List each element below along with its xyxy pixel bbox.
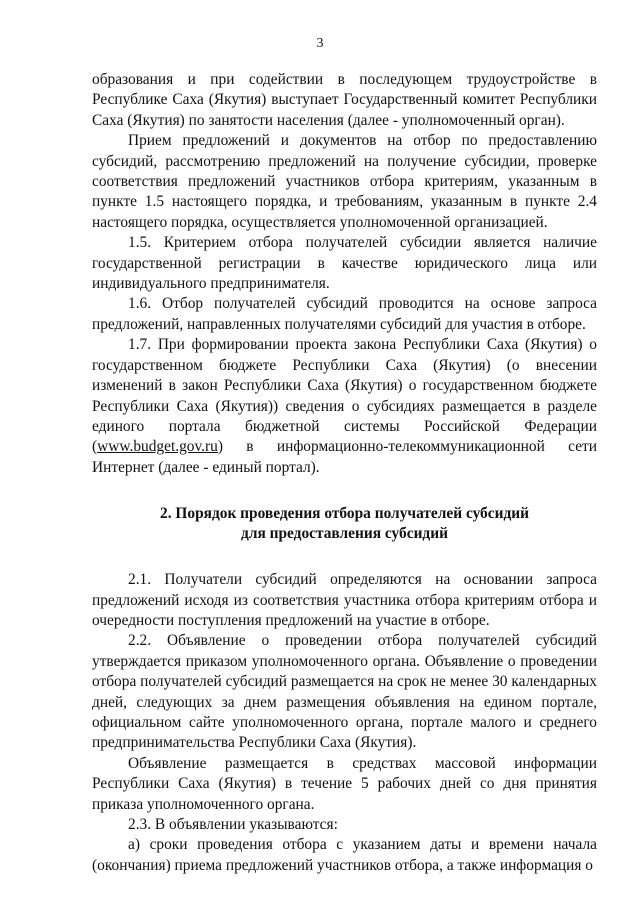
paragraph-1-6: 1.6. Отбор получателей субсидий проводится на основе запроса предложений, направленных получателями субсидий для участия в отборе. [92, 295, 597, 333]
paragraph-reception: Прием предложений и документов на отбор по предоставлению субсидий, рассмотрению предложений на получение субсидии, проверке соответствия предложений участников отбора критериям, указанным в пункте 1.5 настоящего порядка, и требованиям, указанным в пункте 2.4 настоящего порядка, осуществляется уполномоченной организацией. [92, 132, 597, 231]
section-2-heading-line-2: для предоставления субсидий [241, 524, 448, 542]
paragraph-2-2: 2.2. Объявление о проведении отбора получателей субсидий утверждается приказом уполномоченного органа. Объявление о проведении отбора получателей субсидий размещается на срок не менее 30 календарных дней, следующих за днем размещения объявления на едином портале, официальном сайте уполномоченного органа, портале малого и среднего предпринимательства Республики Саха (Якутия). [92, 632, 597, 752]
paragraph-media-announcement: Объявление размещается в средствах массовой информации Республики Саха (Якутия) в течение 5 рабочих дней со дня принятия приказа уполномоченного органа. [92, 754, 597, 813]
section-2-heading [92, 504, 597, 543]
document-body [92, 70, 597, 876]
paragraph-1-7-text-after: ) в информационно-телекоммуникационной сети Интернет (далее - единый портал). [92, 438, 597, 476]
paragraph-2-1: 2.1. Получатели субсидий определяются на основании запроса предложений исходя из соответствия участника отбора критериям отбора и очередности поступления предложений на участие в отборе. [92, 571, 597, 629]
section-2-heading-line-1: 2. Порядок проведения отбора получателей субсидий [160, 505, 529, 523]
paragraph-1-7-text-before: 1.7. При формировании проекта закона Республики Саха (Якутия) о государственном бюджете Республики Саха (Якутия) (о внесении изменений в закон Республики Саха (Якутия) о государственном бюджете Республики Саха (Якутия)) сведения о субсидиях размещается в разделе единого портала бюджетной системы Российской Федерации ( [92, 336, 597, 456]
paragraph-continuation: образования и при содействии в последующем трудоустройстве в Республике Саха (Якутия) выступает Государственный комитет Республики Саха (Якутия) по занятости населения (далее - уполномоченный орган). [92, 71, 597, 129]
budget-portal-link[interactable]: www.budget.gov.ru [97, 438, 218, 456]
page-number: 3 [316, 36, 324, 51]
paragraph-2-3: 2.3. В объявлении указываются: [128, 816, 338, 833]
paragraph-2-3-a: а) сроки проведения отбора с указанием даты и времени начала (окончания) приема предложений участников отбора, а также информация о [92, 836, 597, 874]
paragraph-1-5: 1.5. Критерием отбора получателей субсидии является наличие государственной регистрации в качестве юридического лица или индивидуального предпринимателя. [92, 234, 597, 293]
paragraph-1-7 [92, 335, 597, 478]
